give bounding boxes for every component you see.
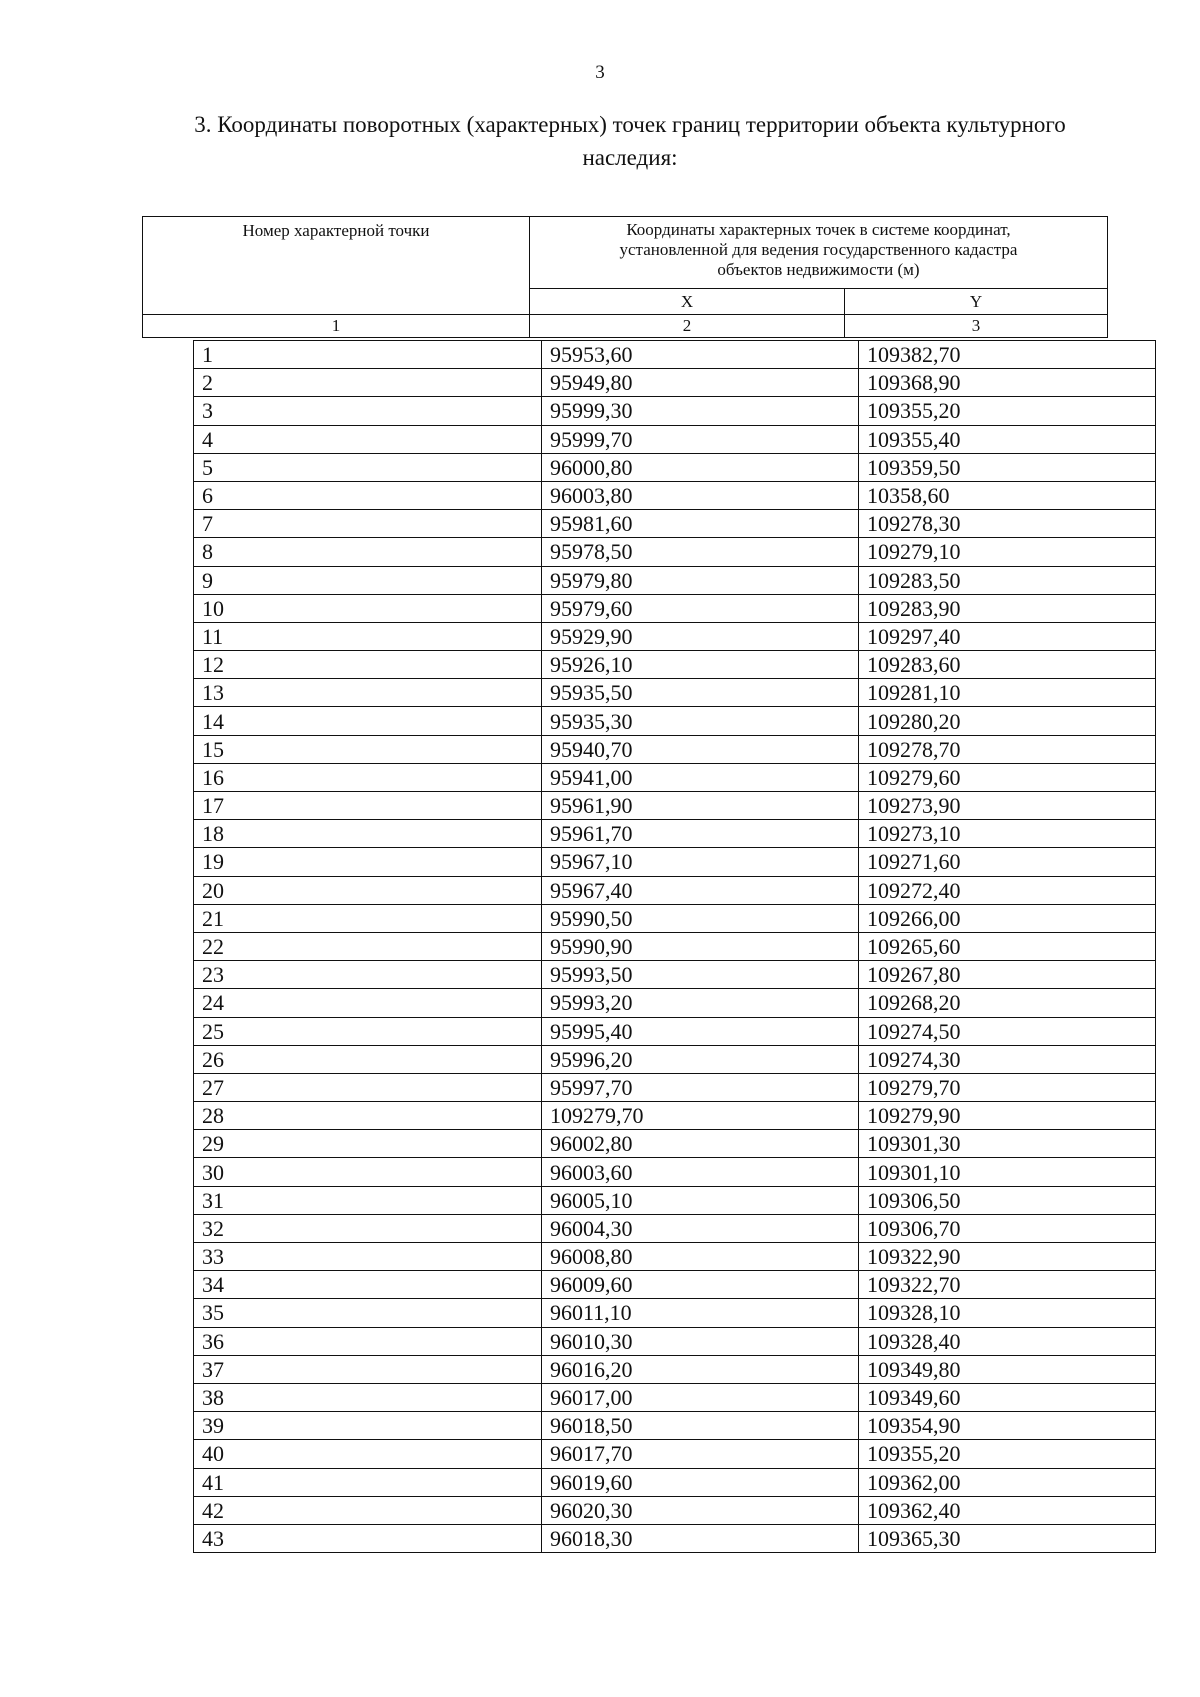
point-number-cell: 6: [194, 481, 542, 509]
x-coordinate-cell: 96008,80: [542, 1243, 859, 1271]
section-title: [150, 108, 1110, 174]
x-coordinate-cell: 95995,40: [542, 1017, 859, 1045]
x-coordinate-cell: 95996,20: [542, 1045, 859, 1073]
point-number-cell: 1: [194, 341, 542, 369]
point-number-cell: 11: [194, 622, 542, 650]
table-row: [194, 1243, 1156, 1271]
y-coordinate-cell: 109283,60: [859, 651, 1156, 679]
y-coordinate-cell: 10358,60: [859, 481, 1156, 509]
header-coordinates: [530, 217, 1108, 289]
table-row: [194, 679, 1156, 707]
y-coordinate-cell: 109283,90: [859, 594, 1156, 622]
x-coordinate-cell: 96010,30: [542, 1327, 859, 1355]
table-row: [194, 1017, 1156, 1045]
coordinates-table-body: [193, 340, 1156, 1553]
table-row: [194, 566, 1156, 594]
coordinates-rows: [194, 341, 1156, 1553]
x-coordinate-cell: 95993,50: [542, 961, 859, 989]
table-row: [194, 1045, 1156, 1073]
x-coordinate-cell: 96009,60: [542, 1271, 859, 1299]
x-coordinate-cell: 95999,70: [542, 425, 859, 453]
y-coordinate-cell: 109349,60: [859, 1383, 1156, 1411]
table-row: [194, 481, 1156, 509]
y-coordinate-cell: 109382,70: [859, 341, 1156, 369]
table-row: [194, 1158, 1156, 1186]
x-coordinate-cell: 96005,10: [542, 1186, 859, 1214]
table-row: [194, 763, 1156, 791]
point-number-cell: 26: [194, 1045, 542, 1073]
point-number-cell: 19: [194, 848, 542, 876]
table-row: [194, 904, 1156, 932]
x-coordinate-cell: 95967,40: [542, 876, 859, 904]
y-coordinate-cell: 109322,90: [859, 1243, 1156, 1271]
table-row: [194, 594, 1156, 622]
y-coordinate-cell: 109278,70: [859, 735, 1156, 763]
x-coordinate-cell: 95981,60: [542, 510, 859, 538]
table-row: [194, 932, 1156, 960]
point-number-cell: 40: [194, 1440, 542, 1468]
table-row: [194, 1496, 1156, 1524]
point-number-cell: 38: [194, 1383, 542, 1411]
point-number-cell: 23: [194, 961, 542, 989]
table-row: [194, 1186, 1156, 1214]
y-coordinate-cell: 109354,90: [859, 1412, 1156, 1440]
table-row: [194, 425, 1156, 453]
point-number-cell: 28: [194, 1102, 542, 1130]
table-row: [194, 1299, 1156, 1327]
point-number-cell: 12: [194, 651, 542, 679]
point-number-cell: 16: [194, 763, 542, 791]
point-number-cell: 42: [194, 1496, 542, 1524]
x-coordinate-cell: 96019,60: [542, 1468, 859, 1496]
x-coordinate-cell: 95941,00: [542, 763, 859, 791]
y-coordinate-cell: 109279,90: [859, 1102, 1156, 1130]
x-coordinate-cell: 95967,10: [542, 848, 859, 876]
y-coordinate-cell: 109268,20: [859, 989, 1156, 1017]
x-coordinate-cell: 109279,70: [542, 1102, 859, 1130]
y-coordinate-cell: 109355,20: [859, 397, 1156, 425]
y-coordinate-cell: 109301,10: [859, 1158, 1156, 1186]
point-number-cell: 8: [194, 538, 542, 566]
table-row: [194, 510, 1156, 538]
section-title-line-1: 3. Координаты поворотных (характерных) точек границ территории объекта культурного: [194, 112, 1066, 137]
x-coordinate-cell: 96017,70: [542, 1440, 859, 1468]
y-coordinate-cell: 109306,50: [859, 1186, 1156, 1214]
point-number-cell: 41: [194, 1468, 542, 1496]
x-coordinate-cell: 96018,30: [542, 1524, 859, 1552]
x-coordinate-cell: 95961,90: [542, 792, 859, 820]
page-number: 3: [595, 62, 605, 83]
point-number-cell: 22: [194, 932, 542, 960]
point-number-cell: 32: [194, 1214, 542, 1242]
x-coordinate-cell: 95949,80: [542, 369, 859, 397]
x-coordinate-cell: 96017,00: [542, 1383, 859, 1411]
y-coordinate-cell: 109279,10: [859, 538, 1156, 566]
column-number-3: 3: [845, 315, 1108, 338]
section-title-line-2: наследия:: [582, 145, 678, 170]
y-coordinate-cell: 109368,90: [859, 369, 1156, 397]
point-number-cell: 9: [194, 566, 542, 594]
x-coordinate-cell: 95990,50: [542, 904, 859, 932]
x-coordinate-cell: 95979,60: [542, 594, 859, 622]
x-coordinate-cell: 96011,10: [542, 1299, 859, 1327]
x-coordinate-cell: 95978,50: [542, 538, 859, 566]
x-coordinate-cell: 95935,50: [542, 679, 859, 707]
header-coordinates-line-1: Координаты характерных точек в системе координат,: [626, 220, 1011, 239]
point-number-cell: 18: [194, 820, 542, 848]
y-coordinate-cell: 109349,80: [859, 1355, 1156, 1383]
table-row: [194, 989, 1156, 1017]
table-row: [194, 876, 1156, 904]
header-x: X: [530, 289, 845, 315]
table-row: [194, 961, 1156, 989]
table-row: [194, 1412, 1156, 1440]
table-row: [194, 1440, 1156, 1468]
point-number-cell: 37: [194, 1355, 542, 1383]
point-number-cell: 24: [194, 989, 542, 1017]
x-coordinate-cell: 96018,50: [542, 1412, 859, 1440]
table-row: [194, 1327, 1156, 1355]
table-row: [194, 1524, 1156, 1552]
coordinates-table-header: [142, 216, 1108, 338]
header-point-number: Номер характерной точки: [143, 217, 530, 315]
table-row: [194, 397, 1156, 425]
column-number-2: 2: [530, 315, 845, 338]
table-row: [194, 651, 1156, 679]
y-coordinate-cell: 109278,30: [859, 510, 1156, 538]
x-coordinate-cell: 95990,90: [542, 932, 859, 960]
table-row: [194, 1355, 1156, 1383]
y-coordinate-cell: 109322,70: [859, 1271, 1156, 1299]
point-number-cell: 30: [194, 1158, 542, 1186]
column-number-1: 1: [143, 315, 530, 338]
x-coordinate-cell: 95961,70: [542, 820, 859, 848]
y-coordinate-cell: 109271,60: [859, 848, 1156, 876]
x-coordinate-cell: 96000,80: [542, 453, 859, 481]
point-number-cell: 27: [194, 1073, 542, 1101]
y-coordinate-cell: 109265,60: [859, 932, 1156, 960]
y-coordinate-cell: 109355,40: [859, 425, 1156, 453]
point-number-cell: 17: [194, 792, 542, 820]
point-number-cell: 15: [194, 735, 542, 763]
y-coordinate-cell: 109328,40: [859, 1327, 1156, 1355]
point-number-cell: 20: [194, 876, 542, 904]
point-number-cell: 10: [194, 594, 542, 622]
x-coordinate-cell: 95979,80: [542, 566, 859, 594]
header-coordinates-line-3: объектов недвижимости (м): [717, 260, 920, 279]
table-row: [194, 1383, 1156, 1411]
x-coordinate-cell: 95999,30: [542, 397, 859, 425]
point-number-cell: 13: [194, 679, 542, 707]
x-coordinate-cell: 95929,90: [542, 622, 859, 650]
table-row: [194, 1073, 1156, 1101]
table-row: [194, 735, 1156, 763]
point-number-cell: 5: [194, 453, 542, 481]
point-number-cell: 3: [194, 397, 542, 425]
x-coordinate-cell: 95953,60: [542, 341, 859, 369]
y-coordinate-cell: 109266,00: [859, 904, 1156, 932]
y-coordinate-cell: 109297,40: [859, 622, 1156, 650]
x-coordinate-cell: 95993,20: [542, 989, 859, 1017]
header-y: Y: [845, 289, 1108, 315]
table-row: [194, 1468, 1156, 1496]
point-number-cell: 14: [194, 707, 542, 735]
point-number-cell: 36: [194, 1327, 542, 1355]
table-row: [194, 792, 1156, 820]
point-number-cell: 43: [194, 1524, 542, 1552]
y-coordinate-cell: 109283,50: [859, 566, 1156, 594]
table-row: [194, 369, 1156, 397]
y-coordinate-cell: 109306,70: [859, 1214, 1156, 1242]
table-row: [194, 1214, 1156, 1242]
point-number-cell: 2: [194, 369, 542, 397]
y-coordinate-cell: 109362,00: [859, 1468, 1156, 1496]
y-coordinate-cell: 109267,80: [859, 961, 1156, 989]
table-row: [194, 1271, 1156, 1299]
table-row: [194, 622, 1156, 650]
x-coordinate-cell: 95997,70: [542, 1073, 859, 1101]
y-coordinate-cell: 109301,30: [859, 1130, 1156, 1158]
table-row: [194, 1102, 1156, 1130]
point-number-cell: 29: [194, 1130, 542, 1158]
y-coordinate-cell: 109273,10: [859, 820, 1156, 848]
y-coordinate-cell: 109365,30: [859, 1524, 1156, 1552]
table-row: [194, 820, 1156, 848]
table-row: [194, 453, 1156, 481]
x-coordinate-cell: 96020,30: [542, 1496, 859, 1524]
table-row: [194, 707, 1156, 735]
point-number-cell: 4: [194, 425, 542, 453]
table-row: [194, 848, 1156, 876]
header-coordinates-line-2: установленной для ведения государственного кадастра: [619, 240, 1018, 259]
y-coordinate-cell: 109274,50: [859, 1017, 1156, 1045]
point-number-cell: 25: [194, 1017, 542, 1045]
point-number-cell: 33: [194, 1243, 542, 1271]
x-coordinate-cell: 96016,20: [542, 1355, 859, 1383]
y-coordinate-cell: 109359,50: [859, 453, 1156, 481]
y-coordinate-cell: 109281,10: [859, 679, 1156, 707]
x-coordinate-cell: 95940,70: [542, 735, 859, 763]
x-coordinate-cell: 96002,80: [542, 1130, 859, 1158]
table-row: [194, 341, 1156, 369]
point-number-cell: 34: [194, 1271, 542, 1299]
x-coordinate-cell: 95926,10: [542, 651, 859, 679]
table-row: [194, 1130, 1156, 1158]
y-coordinate-cell: 109355,20: [859, 1440, 1156, 1468]
y-coordinate-cell: 109279,70: [859, 1073, 1156, 1101]
table-row: [194, 538, 1156, 566]
x-coordinate-cell: 96003,60: [542, 1158, 859, 1186]
point-number-cell: 39: [194, 1412, 542, 1440]
y-coordinate-cell: 109328,10: [859, 1299, 1156, 1327]
y-coordinate-cell: 109274,30: [859, 1045, 1156, 1073]
point-number-cell: 31: [194, 1186, 542, 1214]
x-coordinate-cell: 96004,30: [542, 1214, 859, 1242]
y-coordinate-cell: 109273,90: [859, 792, 1156, 820]
y-coordinate-cell: 109279,60: [859, 763, 1156, 791]
y-coordinate-cell: 109280,20: [859, 707, 1156, 735]
x-coordinate-cell: 95935,30: [542, 707, 859, 735]
x-coordinate-cell: 96003,80: [542, 481, 859, 509]
point-number-cell: 35: [194, 1299, 542, 1327]
point-number-cell: 21: [194, 904, 542, 932]
y-coordinate-cell: 109272,40: [859, 876, 1156, 904]
y-coordinate-cell: 109362,40: [859, 1496, 1156, 1524]
point-number-cell: 7: [194, 510, 542, 538]
